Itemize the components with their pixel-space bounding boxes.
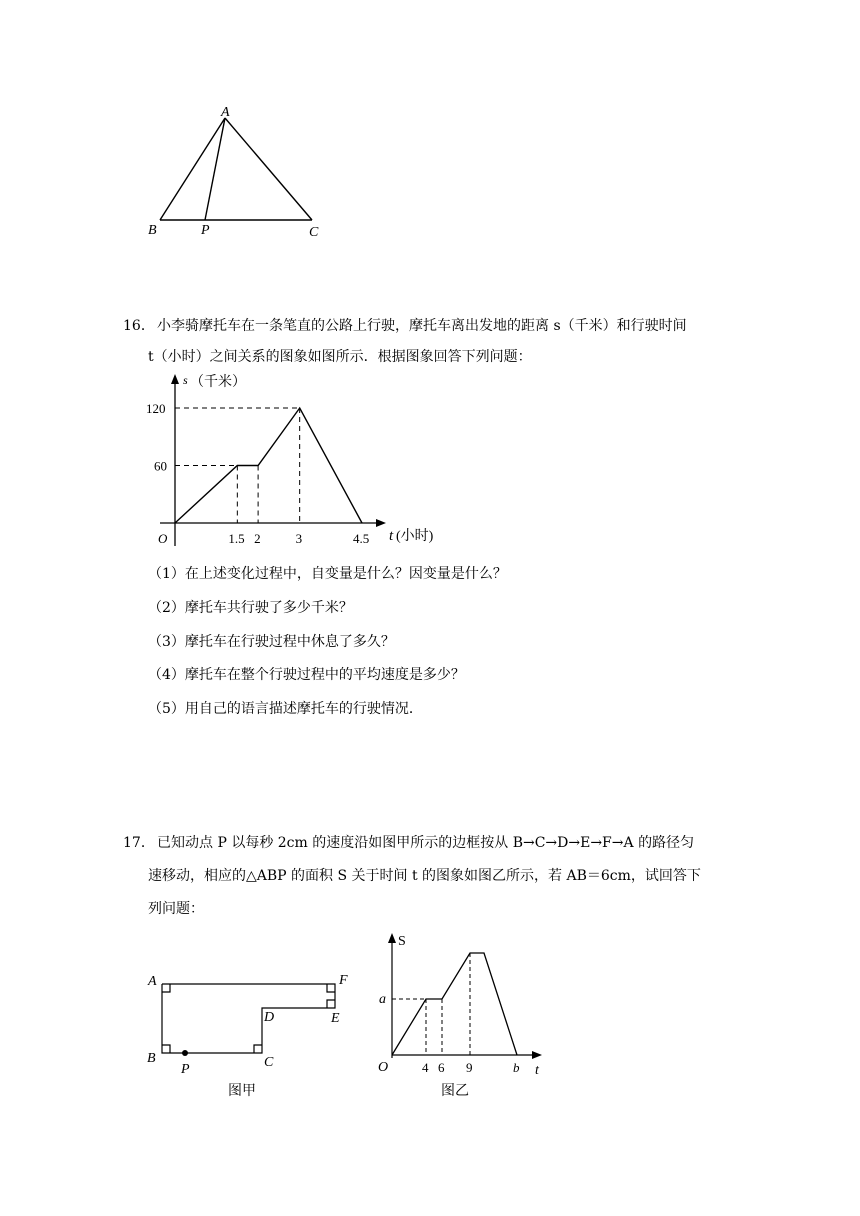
fig-yi-xlabel: t	[535, 1063, 539, 1078]
fig-yi-ymark: a	[379, 992, 386, 1007]
y-tick-label: 120	[146, 401, 166, 416]
fig-yi-xtick-6: 6	[438, 1060, 445, 1075]
x-tick-label: 1.5	[228, 531, 245, 546]
fig-yi-ylabel: S	[398, 934, 406, 949]
q17-number: 17．	[123, 835, 155, 851]
label-a: A	[221, 105, 230, 120]
label-c: C	[309, 225, 319, 240]
y-tick-label: 60	[154, 458, 167, 474]
right-angle-b	[162, 1045, 170, 1053]
x-axis-var: t	[389, 528, 394, 544]
q17-line2: 速移动，相应的△ABP 的面积 S 关于时间 t 的图象如图乙所示，若 AB＝6cm，试回答下	[148, 868, 701, 884]
fig-yi-y-arrow	[388, 933, 396, 943]
triangle-side-ac	[225, 118, 312, 220]
q17-line3: 列问题：	[148, 901, 204, 917]
fig-yi-curve	[392, 953, 517, 1055]
origin-label: O	[158, 531, 168, 546]
frame-path	[162, 984, 335, 1053]
q16-sub-2: （2）摩托车共行驶了多少千米？	[148, 600, 353, 616]
q17-line1: 已知动点 P 以每秒 2cm 的速度沿如图甲所示的边框按从 B→C→D→E→F→A 的路径匀	[157, 835, 695, 851]
q16-line1: 小李骑摩托车在一条笔直的公路上行驶，摩托车离出发地的距离 s（千米）和行驶时间	[157, 318, 687, 334]
fig-jia-label-b: B	[147, 1051, 156, 1066]
right-angle-f	[327, 984, 335, 992]
y-axis-unit: （千米）	[190, 375, 246, 390]
point-p-dot	[182, 1050, 188, 1056]
x-axis-unit: (小时)	[396, 529, 434, 544]
q16-sub-5: （5）用自己的语言描述摩托车的行驶情况．	[148, 701, 423, 717]
fig-yi-xtick-4: 4	[422, 1060, 429, 1075]
fig-jia-label-a: A	[148, 974, 157, 989]
fig-jia-label-d: D	[264, 1010, 275, 1025]
fig-jia-label-p: P	[181, 1062, 190, 1077]
y-axis-var: s	[183, 373, 188, 387]
fig-jia-label-e: E	[331, 1011, 340, 1026]
right-angle-c	[254, 1045, 262, 1053]
fig-yi-xtick-b: b	[513, 1060, 520, 1075]
fig-yi-caption: 图乙	[441, 1084, 469, 1099]
right-angle-a	[162, 984, 170, 992]
q16-sub-3: （3）摩托车在行驶过程中休息了多久？	[148, 634, 395, 650]
q16-number: 16．	[123, 318, 155, 334]
fig-yi-x-arrow	[532, 1051, 542, 1059]
x-axis-arrow	[376, 519, 386, 527]
label-b: B	[148, 223, 157, 238]
q16-sub-1: （1）在上述变化过程中，自变量是什么？因变量是什么？	[148, 566, 507, 582]
fig-yi-origin: O	[378, 1060, 389, 1075]
fig-yi-xtick-9: 9	[466, 1060, 473, 1075]
right-angle-e	[327, 1000, 335, 1008]
label-p: P	[201, 223, 210, 238]
q16-graph	[146, 373, 434, 546]
x-tick-label: 3	[295, 531, 303, 546]
q16-sub-4: （4）摩托车在整个行驶过程中的平均速度是多少？	[148, 667, 465, 683]
q16-line2: t（小时）之间关系的图象如图所示．根据图象回答下列问题：	[148, 349, 532, 365]
x-tick-label: 2	[254, 531, 261, 546]
y-axis-arrow	[171, 374, 179, 384]
x-tick-label: 4.5	[353, 531, 370, 546]
fig-jia-label-f: F	[339, 973, 348, 988]
fig-jia-label-c: C	[264, 1055, 274, 1070]
figure-jia	[162, 984, 335, 1053]
figure-yi	[378, 933, 542, 1078]
fig-jia-caption: 图甲	[228, 1084, 256, 1099]
